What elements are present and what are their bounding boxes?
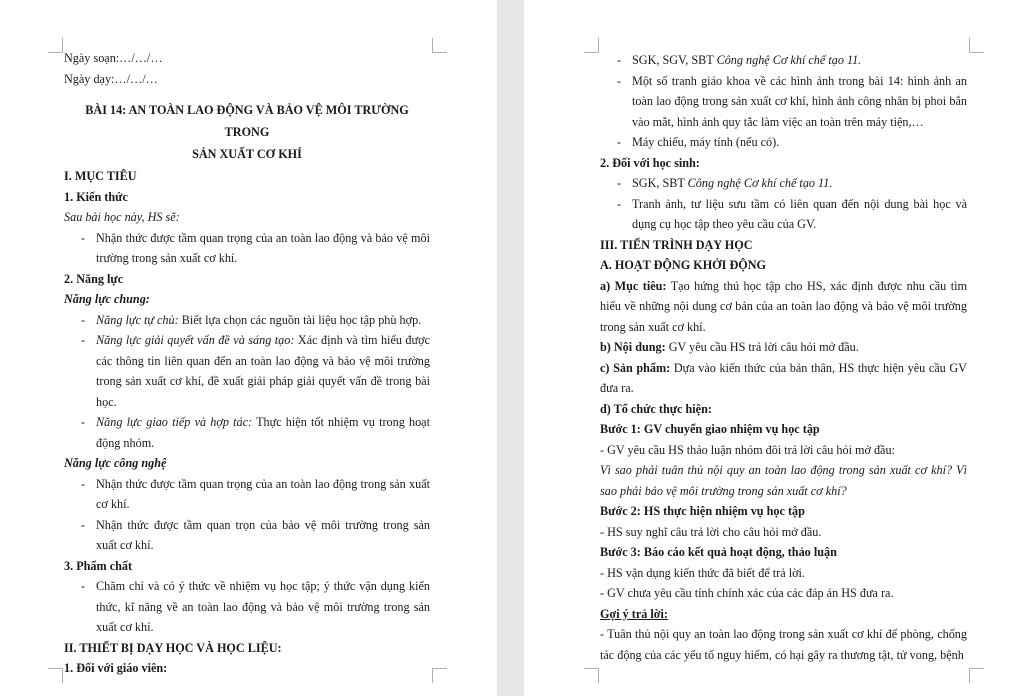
product-label: c) Sản phẩm: <box>600 360 671 375</box>
competence-item-communication <box>64 412 430 453</box>
organization-label: d) Tổ chức thực hiện: <box>600 401 712 416</box>
student-item: - Tranh ảnh, tư liệu sưu tầm có liên quan đến nội dung bài học và dụng cụ học tập theo yêu cầu của GV. <box>600 194 967 235</box>
document-page-left <box>0 0 497 696</box>
general-competence-label: Năng lực chung: <box>64 292 150 306</box>
lesson-title-line2: SẢN XUẤT CƠ KHÍ <box>192 147 302 161</box>
after-lesson-text: Sau bài học này, HS sẽ: <box>64 210 180 224</box>
step1-heading: Bước 1: GV chuyển giao nhiệm vụ học tập <box>600 422 820 436</box>
page-right-content[interactable] <box>600 50 967 665</box>
hint-heading: Gợi ý trả lời: <box>600 606 668 621</box>
page-corner-mark <box>969 668 984 683</box>
heading-process: III. TIẾN TRÌNH DẠY HỌC <box>600 237 753 252</box>
heading-students: 2. Đối với học sinh: <box>600 155 700 170</box>
page-corner-mark <box>584 668 599 683</box>
tech-competence-label: Năng lực công nghệ <box>64 456 167 470</box>
heading-objectives: I. MỤC TIÊU <box>64 169 137 183</box>
lesson-title <box>64 99 430 165</box>
goal-paragraph <box>600 276 967 338</box>
step3-text: - HS vận dụng kiến thức đã biết để trả lời. <box>600 565 805 580</box>
communication-label: Năng lực giao tiếp và hợp tác: <box>96 415 253 429</box>
heading-competence: 2. Năng lực <box>64 271 124 286</box>
content-paragraph <box>600 337 967 358</box>
product-text: Dựa vào kiến thức của bản thân, HS thực hiện yêu cầu GV đưa ra. <box>600 360 967 395</box>
teacher-item-text: SGK, SGV, SBT <box>632 53 717 67</box>
teacher-item-book-title: Công nghệ Cơ khí chế tạo 11. <box>716 53 862 67</box>
page-corner-mark <box>432 38 447 53</box>
teacher-item <box>600 50 967 71</box>
student-item-book-title: Công nghệ Cơ khí chế tạo 11. <box>687 176 833 190</box>
self-study-text: Biết lựa chọn các nguồn tài liệu học tập phù hợp. <box>178 312 422 327</box>
answer-text: - Tuân thủ nội quy an toàn lao động trong sản xuất cơ khí để phòng, chống tác động của các yếu tố nguy hiểm, có hại gây ra thương tật, tử vong, bệnh <box>600 627 967 662</box>
qualities-item: - Chăm chỉ và có ý thức về nhiệm vụ học tập; ý thức vận dụng kiến thức, kĩ năng về an toàn lao động và bảo vệ môi trường trong sản xuất cơ khí. <box>64 576 430 638</box>
heading-qualities: 3. Phẩm chất <box>64 558 133 573</box>
page-corner-mark <box>969 38 984 53</box>
heading-knowledge: 1. Kiến thức <box>64 189 128 204</box>
tech-competence-item: - Nhận thức được tầm quan trọn của bảo vệ môi trường trong sản xuất cơ khí. <box>64 515 430 556</box>
heading-equipment: II. THIẾT BỊ DẠY HỌC VÀ HỌC LIỆU: <box>64 640 282 655</box>
student-item <box>600 173 967 194</box>
page-corner-mark <box>48 38 63 53</box>
self-study-label: Năng lực tự chủ: <box>96 312 179 327</box>
teacher-item: - Máy chiếu, máy tính (nếu có). <box>600 132 967 153</box>
tech-competence-item: - Nhận thức được tầm quan trọng của an toàn lao động trong sản xuất cơ khí. <box>64 474 430 515</box>
date-taught: Ngày dạy:…/…/… <box>64 71 158 86</box>
step3-heading: Bước 3: Báo cáo kết quả hoạt động, thảo luận <box>600 545 837 559</box>
product-paragraph <box>600 358 967 399</box>
page-corner-mark <box>48 668 63 683</box>
knowledge-item: - Nhận thức được tầm quan trọng của an toàn lao động và bảo vệ môi trường trong sản xuất cơ khí. <box>64 228 430 269</box>
goal-label: a) Mục tiêu: <box>600 278 667 293</box>
goal-text: Tạo hứng thú học tập cho HS, xác định được nhu cầu tìm hiểu về những nội dung cơ bản của an toàn lao động và bảo vệ môi trường trong sản xuất cơ khí. <box>600 278 967 334</box>
content-text: GV yêu cầu HS trả lời câu hỏi mở đầu. <box>665 340 859 354</box>
step1-text: - GV yêu cầu HS thảo luận nhóm đôi trả lời câu hỏi mở đầu: <box>600 442 895 457</box>
step3-text: - GV chưa yêu cầu tính chính xác của các đáp án HS đưa ra. <box>600 586 894 600</box>
opening-question: Vì sao phải tuân thủ nội quy an toàn lao động trong sản xuất cơ khí? Vì sao phải bảo vệ môi trường trong sản xuất cơ khí? <box>600 463 967 498</box>
document-page-right <box>524 0 1033 696</box>
problem-solving-text: Xác định và tìm hiểu được các thông tin liên quan đến an toàn lao động và bảo vệ môi trường trong sản xuất cơ khí, đề xuất giải pháp giải quyết vấn đề trong bài học. <box>96 333 430 409</box>
teacher-item: - Một số tranh giáo khoa về các hình ảnh trong bài 14: hình ảnh an toàn lao động trong sản xuất cơ khí, hình ảnh công nhân bị phoi bắn vào mắt, hình ảnh quy tắc làm việc an toàn trên máy tiện,… <box>600 71 967 133</box>
page-left-content[interactable] <box>64 48 430 679</box>
competence-item-problem-solving <box>64 330 430 412</box>
problem-solving-label: Năng lực giải quyết vấn đề và sáng tạo: <box>96 333 295 347</box>
student-item-text: SGK, SBT <box>632 176 688 190</box>
lesson-title-line1: BÀI 14: AN TOÀN LAO ĐỘNG VÀ BẢO VỆ MÔI TRƯỜNG TRONG <box>85 103 409 139</box>
page-corner-mark <box>432 668 447 683</box>
step2-text: - HS suy nghĩ câu trả lời cho câu hỏi mở đầu. <box>600 524 822 539</box>
competence-item-self-study <box>64 310 430 331</box>
step2-heading: Bước 2: HS thực hiện nhiệm vụ học tập <box>600 504 805 518</box>
date-prepared: Ngày soạn:…/…/… <box>64 51 163 65</box>
content-label: b) Nội dung: <box>600 340 666 354</box>
heading-activity-a: A. HOẠT ĐỘNG KHỞI ĐỘNG <box>600 258 767 272</box>
heading-teacher: 1. Đối với giáo viên: <box>64 661 168 675</box>
communication-text: Thực hiện tốt nhiệm vụ trong hoạt động nhóm. <box>96 415 430 450</box>
page-corner-mark <box>584 38 599 53</box>
